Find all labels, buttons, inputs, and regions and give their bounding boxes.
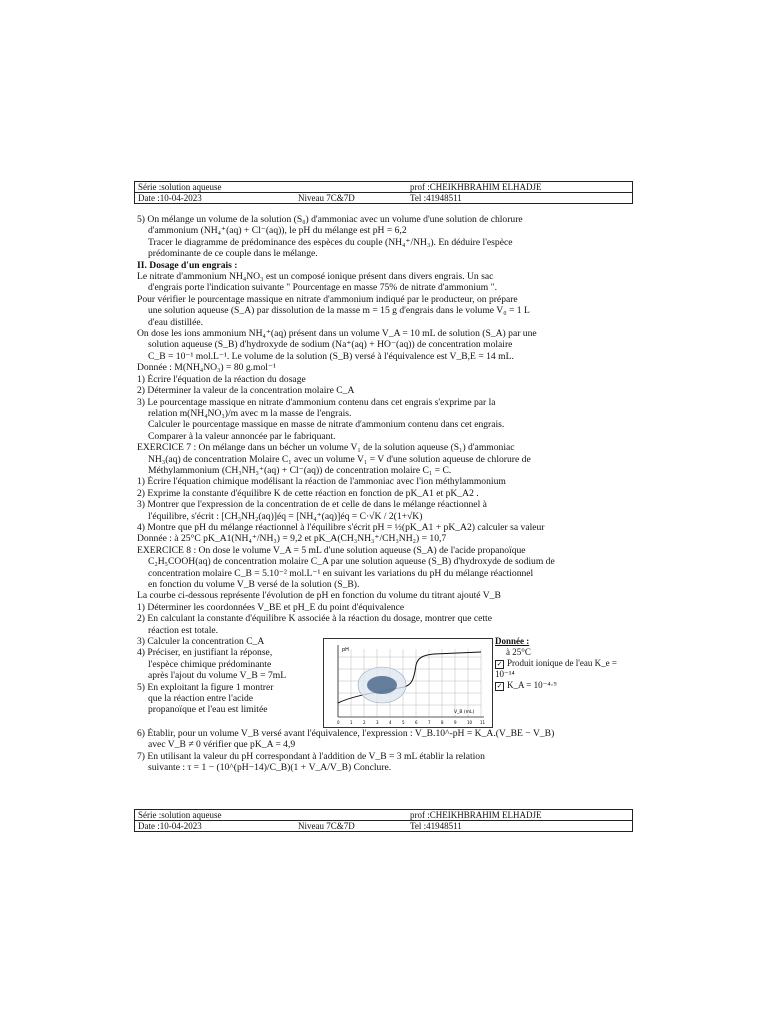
questions-6-7 [137,728,637,774]
text-line: 2) Déterminer la valeur de la concentration molaire C_A [137,385,355,397]
text-line: après l'ajout du volume V_B = 7mL [148,670,287,682]
text-line: II. Dosage d'un engrais : [137,259,238,271]
graph-xtick: 9 [454,720,457,726]
text-line: une solution aqueuse (S_A) par dissolution de la masse m = 15 g d'engrais dans le volume V₀ = 1 L [148,305,530,317]
text-line: 1) Écrire l'équation de la réaction du dosage [137,373,306,385]
text-line: d'ammonium (NH₄⁺(aq) + Cl⁻(aq)), le pH du mélange est pH = 6,2 [148,225,407,237]
text-line: NH₃(aq) de concentration Molaire C₁ avec un volume V₁ = V d'une solution aqueuse de chlorure de [148,453,531,465]
question-block-with-figure [137,636,637,728]
data-ka: K_A = 10⁻⁴·⁹ [507,680,557,691]
graph-xlabel: V_B (mL) [454,710,475,716]
header-prof: prof :CHEIKHBRAHIM ELHADJE [410,182,542,192]
checkbox-icon: ✓ [496,682,503,691]
header-tel: Tel :41948511 [410,193,462,203]
text-line: Pour vérifier le pourcentage massique en nitrate d'ammonium indiqué par le producteur, on prépare [137,293,518,305]
worksheet-body [137,214,637,774]
text-line: 4) Montre que pH du mélange réactionnel à l'équilibre s'écrit pH = ½(pK_A1 + pK_A2) calculer sa valeur [137,521,545,533]
data-ke: Produit ionique de l'eau K_e = 10⁻¹⁴ [495,658,617,680]
text-line: Donnée : à 25°C pK_A1(NH₄⁺/NH₃) = 9,2 et pK_A(CH₃NH₃⁺/CH₃NH₂) = 10,7 [137,533,447,545]
questions-3-5 [137,636,323,716]
text-line: 2) En calculant la constante d'équilibre K associée à la réaction du dosage, montrer que cette [137,613,492,625]
text-line: 1) Déterminer les coordonnées V_BE et pH_E du point d'équivalence [137,601,405,613]
text-line: d'eau distillée. [148,316,204,328]
graph-xtick: 4 [389,720,392,726]
graph-xtick: 8 [441,720,444,726]
footer-tel: Tel :41948511 [410,821,462,831]
graph-xtick: 3 [376,720,379,726]
text-line: 3) Calculer la concentration C_A [137,636,265,648]
text-line: relation m(NH₄NO₃)/m avec m la masse de l'engrais. [148,407,352,419]
text-line: EXERCICE 8 : On dose le volume V_A = 5 mL d'une solution aqueuse (S_A) de l'acide propanoïque [137,544,526,556]
titration-curve-figure [323,638,493,728]
header-serie: Série :solution aqueuse [138,182,222,192]
checkbox-icon: ✓ [496,660,503,669]
text-line: Méthylammonium (CH₃NH₃⁺(aq) + Cl⁻(aq)) de concentration molaire C₁ = C. [148,464,452,476]
graph-xtick: 11 [480,720,486,726]
text-line: propanoïque et l'eau est limitée [148,704,268,716]
text-line: Comparer à la valeur annoncée par le fabriquant. [148,430,336,442]
graph-xtick: 7 [428,720,431,726]
text-line: 3) Le pourcentage massique en nitrate d'ammonium contenu dans cet engrais s'exprime par la [137,396,496,408]
graph-xtick: 5 [402,720,405,726]
text-line: 6) Établir, pour un volume V_B versé avant l'équivalence, l'expression : V_B.10^-pH = K_A.(V_BE − V_B) [137,728,555,740]
text-line: 3) Montrer que l'expression de la concentration de et celle de dans le mélange réactionnel à [137,499,487,511]
text-line: 5) On mélange un volume de la solution (S₀) d'ammoniac avec un volume d'une solution de chlorure [137,214,523,225]
text-line: avec V_B ≠ 0 vérifier que pK_A = 4,9 [148,739,296,751]
header-table-top [134,181,633,204]
text-line: prédominante de ce couple dans le mélange. [148,248,318,260]
data-title: Donnée : [495,636,530,647]
text-line: Le nitrate d'ammonium NH₄NO₃ est un composé ionique présent dans divers engrais. Un sac [137,271,494,283]
text-line: On dose les ions ammonium NH₄⁺(aq) présent dans un volume V_A = 10 mL de solution (S_A) par une [137,328,537,340]
graph-xtick: 6 [415,720,418,726]
text-line: d'engrais porte l'indication suivante " Pourcentage en masse 75% de nitrate d'ammonium ". [148,282,497,294]
footer-prof: prof :CHEIKHBRAHIM ELHADJE [410,810,542,820]
text-line: Donnée : M(NH₄NO₃) = 80 g.mol⁻¹ [137,362,276,374]
text-line: 2) Exprime la constante d'équilibre K de cette réaction en fonction de pK_A1 et pK_A2 . [137,487,479,499]
text-line: EXERCICE 7 : On mélange dans un bécher un volume V₁ de la solution aqueuse (S₁) d'ammoniac [137,442,515,454]
text-line: solution aqueuse (S_B) d'hydroxyde de sodium (Na⁺(aq) + HO⁻(aq)) de concentration molaire [148,339,513,351]
graph-ylabel: pH [342,647,349,654]
text-line: 7) En utilisant la valeur du pH correspondant à l'addition de V_B = 3 mL établir la relation [137,750,485,762]
graph-xtick: 1 [350,720,353,726]
data-temperature: à 25°C [506,647,531,658]
text-line: réaction est totale. [148,624,219,636]
text-line: 1) Écrire l'équation chimique modélisant la réaction de l'ammoniac avec l'ion méthylammonium [137,476,506,488]
text-line: 4) Préciser, en justifiant la réponse, [137,647,273,659]
text-line: 5) En exploitant la figure 1 montrer [137,681,274,693]
text-line: concentration molaire C_B = 5.10⁻² mol.L⁻¹ en suivant les variations du pH du mélange réactionnel [148,567,534,579]
text-line: C_B = 10⁻¹ mol.L⁻¹. Le volume de la solution (S_B) versé à l'équivalence est V_B,E = 14 mL. [148,350,514,362]
footer-niveau: Niveau 7C&7D [298,821,355,831]
text-line: en fonction du volume V_B versé de la solution (S_B). [148,579,360,590]
body-lines [137,214,637,636]
text-line: que la réaction entre l'acide [148,693,254,705]
text-line: suivante : τ = 1 − (10^(pH−14)/C_B)(1 + V_A/V_B) Conclure. [148,762,392,774]
text-line: Calculer le pourcentage massique en masse de nitrate d'ammonium contenu dans cet engrais. [148,419,505,431]
header-niveau: Niveau 7C&7D [298,193,355,203]
footer-date: Date :10-04-2023 [138,821,202,831]
graph-xtick: 0 [337,720,340,726]
text-line: l'espèce chimique prédominante [148,658,272,670]
graph-xtick: 2 [363,720,366,726]
footer-serie: Série :solution aqueuse [138,810,222,820]
data-box [495,636,635,691]
graph-xtick: 10 [467,720,473,726]
header-table-bottom [134,809,633,832]
text-line: La courbe ci-dessous représente l'évolution de pH en fonction du volume du titrant ajouté V_B [137,590,501,602]
text-line: l'équilibre, s'écrit : [CH₃NH₂(aq)]éq = [NH₄⁺(aq)]éq = C·√K / 2(1+√K) [148,510,423,522]
text-line: Tracer le diagramme de prédominance des espèces du couple (NH₄⁺/NH₃). En déduire l'espèce [148,236,513,248]
text-line: C₂H₅COOH(aq) de concentration molaire C_A par une solution aqueuse (S_B) d'hydroxyde de sodium de [148,556,555,568]
header-date: Date :10-04-2023 [138,193,202,203]
